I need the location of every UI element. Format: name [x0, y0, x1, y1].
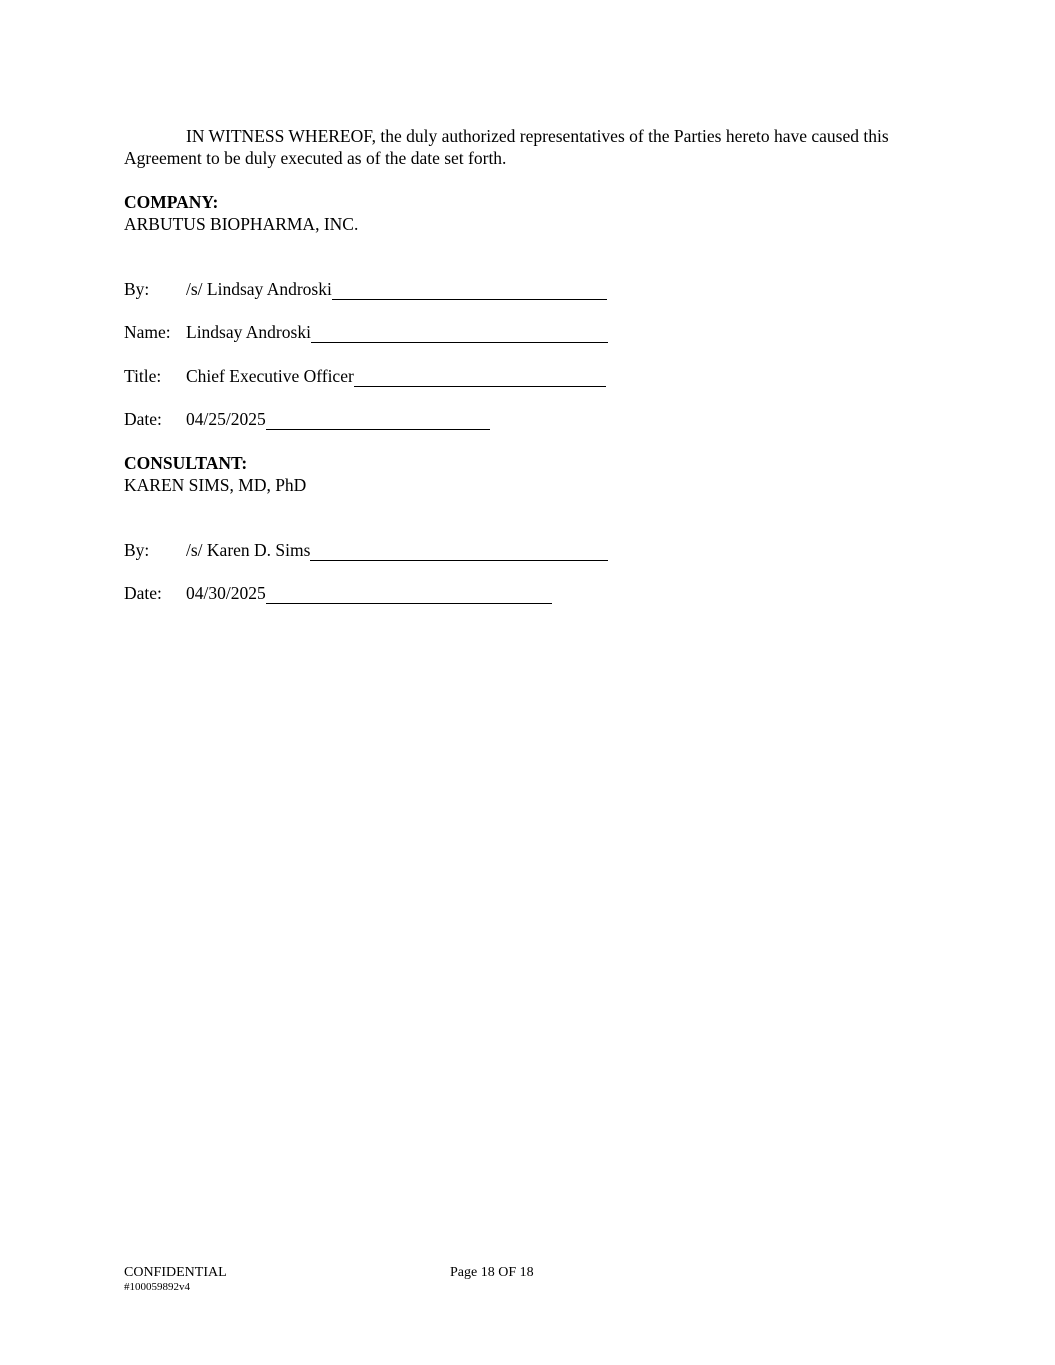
consultant-date-value: 04/30/2025: [186, 583, 266, 603]
company-name-field: [186, 321, 608, 343]
company-date-field: [186, 408, 490, 430]
company-name: ARBUTUS BIOPHARMA, INC.: [124, 214, 359, 234]
company-by-value: /s/ Lindsay Androski: [186, 279, 332, 299]
company-date-label: Date:: [124, 409, 162, 429]
witness-paragraph: IN WITNESS WHEREOF, the duly authorized representatives of the Parties hereto have caused this Agreement to be duly executed as of the date set forth.: [124, 126, 889, 168]
company-by-label: By:: [124, 279, 150, 299]
company-name-value: Lindsay Androski: [186, 322, 311, 342]
company-title-field: [186, 365, 606, 387]
consultant-by-field: [186, 539, 608, 561]
company-by-field: [186, 278, 607, 300]
consultant-name: KAREN SIMS, MD, PhD: [124, 475, 307, 495]
consultant-heading: CONSULTANT:: [124, 453, 248, 473]
company-title-label: Title:: [124, 366, 162, 386]
footer-confidential: CONFIDENTIAL: [124, 1265, 227, 1280]
consultant-block-heading: [124, 452, 306, 496]
signature-line: [310, 541, 608, 561]
signature-line: [332, 280, 607, 300]
company-title-value: Chief Executive Officer: [186, 366, 354, 386]
signature-line: [311, 323, 608, 343]
consultant-by-label: By:: [124, 540, 150, 560]
footer-left: [124, 1265, 227, 1294]
signature-line: [266, 410, 490, 430]
signature-line: [266, 584, 552, 604]
company-date-value: 04/25/2025: [186, 409, 266, 429]
consultant-by-value: /s/ Karen D. Sims: [186, 540, 311, 560]
footer-page-number: Page 18 OF 18: [450, 1265, 534, 1280]
company-name-label: Name:: [124, 322, 171, 342]
consultant-date-label: Date:: [124, 583, 162, 603]
footer-doc-number: #100059892v4: [124, 1281, 190, 1293]
company-block-heading: [124, 191, 358, 235]
company-heading: COMPANY:: [124, 192, 219, 212]
consultant-date-field: [186, 582, 552, 604]
signature-line: [354, 367, 606, 387]
